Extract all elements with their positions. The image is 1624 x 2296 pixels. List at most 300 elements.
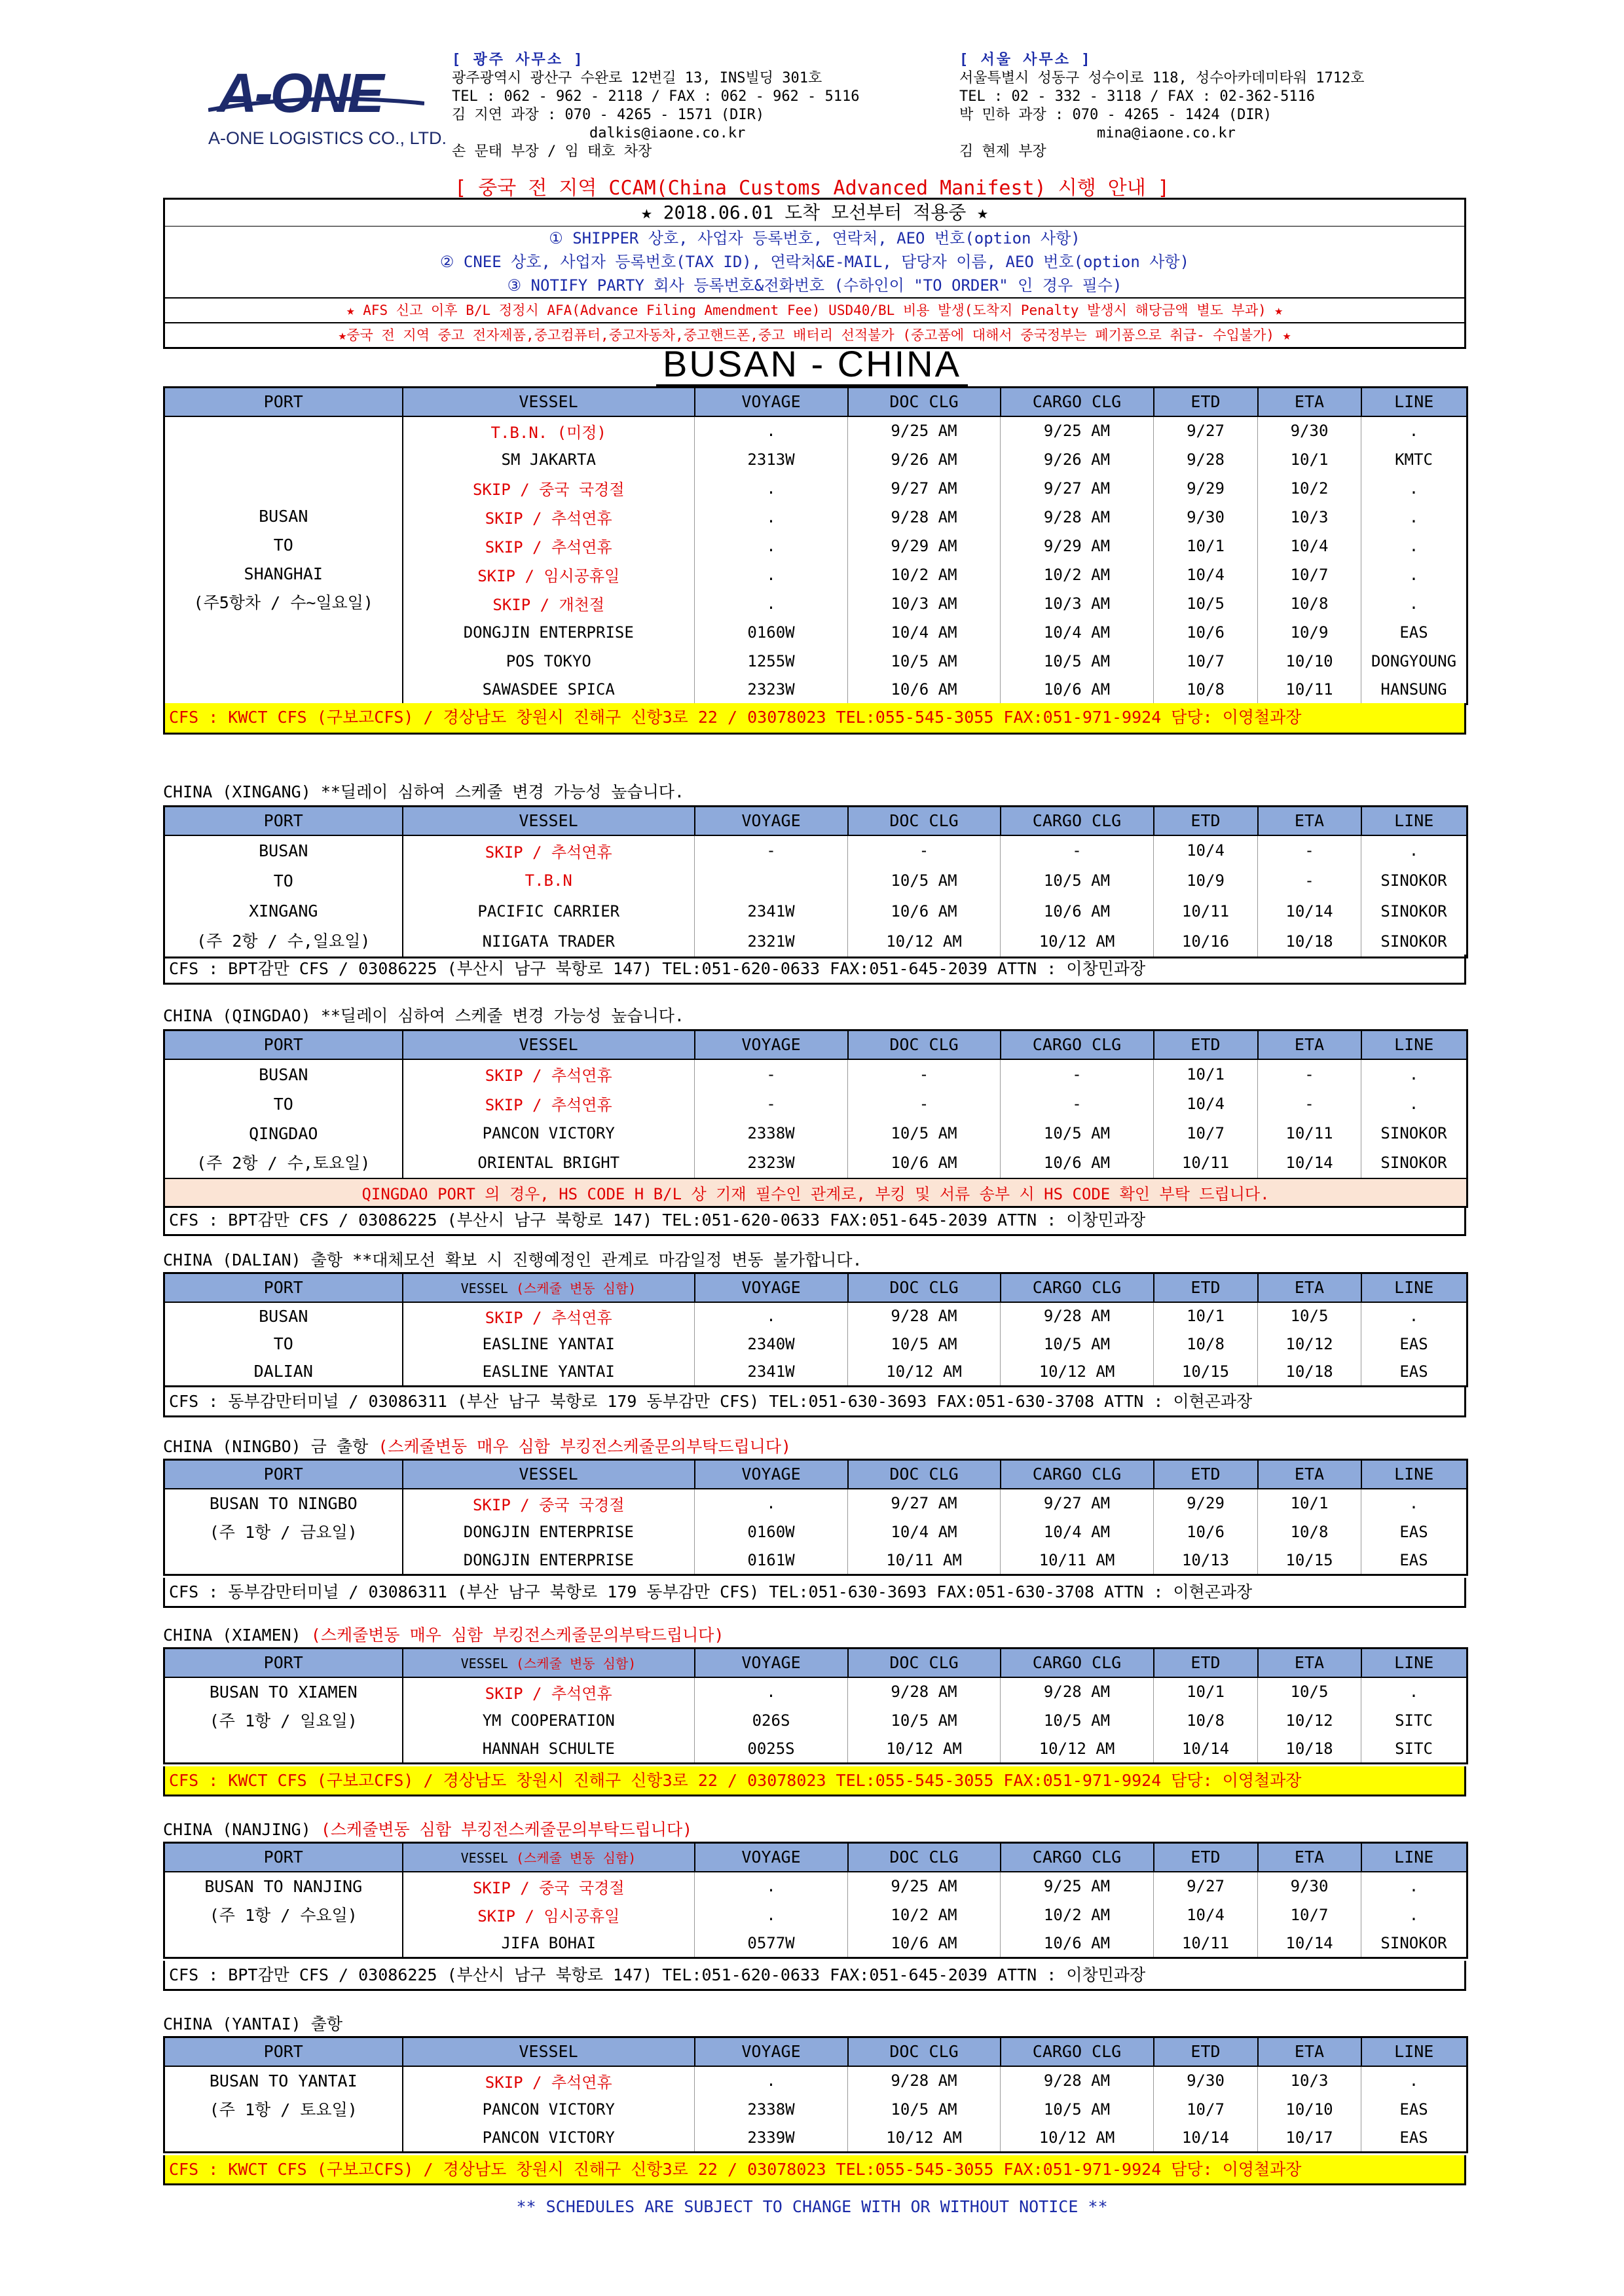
cargo-clg-cell: - [1001, 1089, 1154, 1119]
doc-clg-cell: 10/2 AM [848, 560, 1001, 589]
voyage-cell: 2340W [695, 1330, 848, 1358]
voyage-cell: . [695, 532, 848, 560]
port-cell [164, 1489, 403, 1575]
schedule-body [164, 416, 1467, 704]
col-voyage: VOYAGE [695, 1843, 848, 1872]
col-vessel: VESSEL [403, 807, 695, 835]
etd-cell: 10/14 [1154, 1735, 1258, 1764]
table-row [164, 1872, 1467, 1901]
doc-clg-cell: 10/6 AM [848, 676, 1001, 704]
ccam-notice-box [163, 198, 1466, 349]
vessel-cell: SKIP / 중국 국경절 [403, 1489, 695, 1518]
col-line: LINE [1361, 1030, 1467, 1059]
schedule-table [163, 805, 1468, 958]
etd-cell: 10/1 [1154, 1302, 1258, 1330]
schedule-body [164, 1677, 1467, 1764]
eta-cell: - [1258, 1059, 1361, 1089]
vessel-cell: YM COOPERATION [403, 1706, 695, 1735]
port-line: TO [273, 871, 293, 890]
line-cell: EAS [1361, 1358, 1467, 1386]
cargo-clg-cell: 10/5 AM [1001, 1119, 1154, 1149]
col-eta: ETA [1258, 807, 1361, 835]
cargo-clg-cell: 10/12 AM [1001, 1358, 1154, 1386]
voyage-cell: 0577W [695, 1929, 848, 1958]
vessel-cell: PANCON VICTORY [403, 1119, 695, 1149]
cfs-info: CFS : 동부감만터미널 / 03086311 (부산 남구 북항로 179 동부감만 CFS) TEL:051-630-3693 FAX:051-630-3708 ATTN : 이현곤과장 [163, 1387, 1466, 1417]
doc-clg-cell: - [848, 1089, 1001, 1119]
line-cell: . [1361, 532, 1467, 560]
col-vessel [403, 1649, 695, 1677]
line-cell: . [1361, 1059, 1467, 1089]
col-port: PORT [164, 1273, 403, 1302]
col-doc-clg: DOC CLG [848, 1030, 1001, 1059]
eta-cell: 10/14 [1258, 896, 1361, 927]
eta-cell: - [1258, 1089, 1361, 1119]
col-port: PORT [164, 1460, 403, 1489]
doc-clg-cell: 9/25 AM [848, 416, 1001, 445]
cfs-info: CFS : BPT감만 CFS / 03086225 (부산시 남구 북항로 147) TEL:051-620-0633 FAX:051-645-2039 ATTN : 이창민과장 [163, 955, 1466, 985]
vessel-cell: EASLINE YANTAI [403, 1358, 695, 1386]
cargo-clg-cell: - [1001, 835, 1154, 866]
col-cargo-clg: CARGO CLG [1001, 1273, 1154, 1302]
vessel-cell: T.B.N. (미정) [403, 416, 695, 445]
col-cargo-clg: CARGO CLG [1001, 388, 1154, 416]
etd-cell: 10/8 [1154, 1706, 1258, 1735]
col-etd: ETD [1154, 1843, 1258, 1872]
col-voyage: VOYAGE [695, 1460, 848, 1489]
port-line: BUSAN TO NINGBO [209, 1493, 358, 1513]
cargo-clg-cell: 10/5 AM [1001, 2095, 1154, 2124]
section-title: CHINA (YANTAI) 출항 [163, 2014, 343, 2033]
voyage-cell: . [695, 503, 848, 532]
eta-cell: 10/1 [1258, 1489, 1361, 1518]
col-doc-clg: DOC CLG [848, 1273, 1001, 1302]
cargo-clg-cell: 9/25 AM [1001, 1872, 1154, 1901]
cargo-clg-cell: 10/5 AM [1001, 1330, 1154, 1358]
doc-clg-cell: 10/5 AM [848, 2095, 1001, 2124]
etd-cell: 10/11 [1154, 1929, 1258, 1958]
voyage-cell: - [695, 835, 848, 866]
eta-cell: 10/12 [1258, 1706, 1361, 1735]
doc-clg-cell: 10/12 AM [848, 2124, 1001, 2153]
office-email[interactable]: mina@iaone.co.kr [1097, 125, 1236, 141]
etd-cell: 10/5 [1154, 589, 1258, 618]
line-cell: . [1361, 416, 1467, 445]
cargo-clg-cell: 9/25 AM [1001, 416, 1154, 445]
etd-cell: 10/7 [1154, 2095, 1258, 2124]
cargo-clg-cell: 9/29 AM [1001, 532, 1154, 560]
etd-cell: 10/8 [1154, 1330, 1258, 1358]
voyage-cell: . [695, 1677, 848, 1706]
section-title-text: CHINA (XIAMEN) [163, 1626, 311, 1645]
col-cargo-clg: CARGO CLG [1001, 1843, 1154, 1872]
col-etd: ETD [1154, 807, 1258, 835]
col-vessel-note: (스케줄 변동 심함) [515, 1281, 637, 1297]
doc-clg-cell: 9/27 AM [848, 474, 1001, 503]
line-cell: . [1361, 589, 1467, 618]
voyage-cell: . [695, 1901, 848, 1929]
section-title-warning: (스케줄변동 매우 심함 부킹전스케줄문의부탁드립니다) [378, 1437, 792, 1456]
schedule-disclaimer: ** SCHEDULES ARE SUBJECT TO CHANGE WITH OR WITHOUT NOTICE ** [516, 2197, 1108, 2216]
seoul-office [959, 51, 1364, 161]
cargo-clg-cell: 9/27 AM [1001, 1489, 1154, 1518]
qingdao-hs-code-note: QINGDAO PORT 의 경우, HS CODE H B/L 상 기재 필수인 관계로, 부킹 및 서류 송부 시 HS CODE 확인 부탁 드립니다. [164, 1178, 1467, 1207]
line-cell: DONGYOUNG [1361, 647, 1467, 676]
port-cell [164, 2066, 403, 2153]
line-cell: SINOKOR [1361, 1929, 1467, 1958]
col-doc-clg: DOC CLG [848, 388, 1001, 416]
line-cell: . [1361, 1901, 1467, 1929]
port-line: BUSAN TO YANTAI [209, 2071, 358, 2090]
col-eta: ETA [1258, 388, 1361, 416]
eta-cell: 10/5 [1258, 1302, 1361, 1330]
vessel-cell: SKIP / 추석연휴 [403, 1089, 695, 1119]
line-cell: EAS [1361, 2095, 1467, 2124]
port-line: XINGANG [249, 901, 318, 920]
schedule-body [164, 1302, 1467, 1387]
notice-line: ② CNEE 상호, 사업자 등록번호(TAX ID), 연락처&E-MAIL, 담당자 이름, AEO 번호(option 사항) [439, 253, 1190, 271]
gwangju-office [452, 51, 860, 161]
port-line: TO [273, 1334, 293, 1353]
doc-clg-cell: 10/12 AM [848, 926, 1001, 957]
schedule-body [164, 835, 1467, 958]
schedule-table [163, 1272, 1468, 1387]
office-address: 광주광역시 광산구 수완로 12번길 13, INS빌딩 301호 [452, 70, 822, 86]
voyage-cell: . [695, 560, 848, 589]
port-line: QINGDAO [249, 1123, 318, 1143]
doc-clg-cell: 9/28 AM [848, 1677, 1001, 1706]
doc-clg-cell: 10/5 AM [848, 647, 1001, 676]
eta-cell: 10/17 [1258, 2124, 1361, 2153]
col-line: LINE [1361, 1273, 1467, 1302]
eta-cell: 10/4 [1258, 532, 1361, 560]
col-line: LINE [1361, 2037, 1467, 2066]
col-vessel-label: VESSEL [460, 1656, 508, 1672]
voyage-cell: 2341W [695, 1358, 848, 1386]
office-address: 서울특별시 성동구 성수이로 118, 성수아카데미타워 1712호 [959, 70, 1365, 86]
cargo-clg-cell: 9/27 AM [1001, 474, 1154, 503]
eta-cell: 10/8 [1258, 589, 1361, 618]
line-cell: . [1361, 2066, 1467, 2095]
section-title [163, 1434, 791, 1457]
col-etd: ETD [1154, 1273, 1258, 1302]
col-vessel [403, 1843, 695, 1872]
vessel-cell: HANNAH SCHULTE [403, 1735, 695, 1764]
vessel-cell: SAWASDEE SPICA [403, 676, 695, 704]
voyage-cell: . [695, 416, 848, 445]
col-voyage: VOYAGE [695, 807, 848, 835]
notice-line: ③ NOTIFY PARTY 회사 등록번호&전화번호 (수하인이 "TO ORDER" 인 경우 필수) [507, 276, 1122, 295]
doc-clg-cell: 10/5 AM [848, 866, 1001, 896]
section-title-warning: (스케줄변동 매우 심함 부킹전스케줄문의부탁드립니다) [310, 1626, 724, 1645]
line-cell: SINOKOR [1361, 1119, 1467, 1149]
table-row [164, 1059, 1467, 1089]
cargo-clg-cell: 10/2 AM [1001, 560, 1154, 589]
eta-cell: 9/30 [1258, 1872, 1361, 1901]
col-line: LINE [1361, 388, 1467, 416]
vessel-cell: ORIENTAL BRIGHT [403, 1148, 695, 1178]
cargo-clg-cell: 10/6 AM [1001, 896, 1154, 927]
col-voyage: VOYAGE [695, 2037, 848, 2066]
voyage-cell: 2313W [695, 445, 848, 474]
eta-cell: 10/7 [1258, 1901, 1361, 1929]
col-etd: ETD [1154, 1460, 1258, 1489]
col-eta: ETA [1258, 1460, 1361, 1489]
col-port: PORT [164, 2037, 403, 2066]
etd-cell: 10/7 [1154, 1119, 1258, 1149]
eta-cell: 9/30 [1258, 416, 1361, 445]
col-port: PORT [164, 1843, 403, 1872]
etd-cell: 10/16 [1154, 926, 1258, 957]
doc-clg-cell: 9/28 AM [848, 1302, 1001, 1330]
vessel-cell: DONGJIN ENTERPRISE [403, 1518, 695, 1546]
port-line: BUSAN [259, 1306, 308, 1326]
doc-clg-cell: 10/6 AM [848, 896, 1001, 927]
port-cell [164, 835, 403, 958]
vessel-cell: POS TOKYO [403, 647, 695, 676]
doc-clg-cell: 10/4 AM [848, 618, 1001, 647]
schedule-table [163, 1459, 1468, 1576]
table-row [164, 1302, 1467, 1330]
schedule-table [163, 1842, 1468, 1959]
line-cell: EAS [1361, 1330, 1467, 1358]
eta-cell: 10/11 [1258, 676, 1361, 704]
office-contact: 김 현제 부장 [959, 143, 1046, 160]
office-email[interactable]: dalkis@iaone.co.kr [589, 125, 746, 141]
line-cell: EAS [1361, 1518, 1467, 1546]
cargo-clg-cell: 10/6 AM [1001, 1929, 1154, 1958]
col-eta: ETA [1258, 1649, 1361, 1677]
eta-cell: 10/3 [1258, 2066, 1361, 2095]
section-title: CHINA (QINGDAO) **딜레이 심하여 스케줄 변경 가능성 높습니다. [163, 1006, 684, 1025]
schedule-table [163, 1029, 1468, 1208]
office-title: [ 광주 사무소 ] [452, 52, 585, 68]
eta-cell: 10/14 [1258, 1148, 1361, 1178]
schedule-body [164, 1059, 1467, 1178]
office-title: [ 서울 사무소 ] [959, 52, 1092, 68]
etd-cell: 9/30 [1154, 2066, 1258, 2095]
voyage-cell: . [695, 1872, 848, 1901]
col-doc-clg: DOC CLG [848, 1649, 1001, 1677]
port-line: TO [273, 1094, 293, 1114]
port-line: (주5항차 / 수~일요일) [193, 593, 373, 613]
etd-cell: 10/4 [1154, 835, 1258, 866]
schedule-table [163, 2036, 1468, 2153]
cfs-info: CFS : 동부감만터미널 / 03086311 (부산 남구 북항로 179 동부감만 CFS) TEL:051-630-3693 FAX:051-630-3708 ATTN : 이현곤과장 [163, 1578, 1466, 1608]
section-title [163, 1817, 692, 1840]
col-cargo-clg: CARGO CLG [1001, 807, 1154, 835]
port-line: (주 2항 / 수,일요일) [196, 931, 371, 951]
table-row [164, 2066, 1467, 2095]
line-cell: . [1361, 835, 1467, 866]
port-line: (주 1항 / 토요일) [209, 2100, 358, 2119]
cargo-clg-cell: - [1001, 1059, 1154, 1089]
vessel-cell: JIFA BOHAI [403, 1929, 695, 1958]
line-cell: SINOKOR [1361, 896, 1467, 927]
eta-cell: 10/10 [1258, 2095, 1361, 2124]
eta-cell: 10/14 [1258, 1929, 1361, 1958]
notice-warning: ★ AFS 신고 이후 B/L 정정시 AFA(Advance Filing Amendment Fee) USD40/BL 비용 발생(도착지 Penalty 발생시 해당금액 별도 부과) ★ [165, 297, 1464, 322]
table-row [164, 1677, 1467, 1706]
vessel-cell: SM JAKARTA [403, 445, 695, 474]
col-doc-clg: DOC CLG [848, 1460, 1001, 1489]
vessel-cell: SKIP / 임시공휴일 [403, 560, 695, 589]
schedule-body [164, 2066, 1467, 2153]
eta-cell: 10/11 [1258, 1119, 1361, 1149]
line-cell: SINOKOR [1361, 926, 1467, 957]
col-doc-clg: DOC CLG [848, 1843, 1001, 1872]
eta-cell: 10/5 [1258, 1677, 1361, 1706]
vessel-cell: PANCON VICTORY [403, 2124, 695, 2153]
schedule-body [164, 1489, 1467, 1575]
eta-cell: 10/8 [1258, 1518, 1361, 1546]
col-vessel-note: (스케줄 변동 심함) [515, 1850, 637, 1867]
doc-clg-cell: - [848, 1059, 1001, 1089]
voyage-cell: 0160W [695, 618, 848, 647]
etd-cell: 10/1 [1154, 1677, 1258, 1706]
line-cell: HANSUNG [1361, 676, 1467, 704]
doc-clg-cell: 10/6 AM [848, 1929, 1001, 1958]
doc-clg-cell: 9/27 AM [848, 1489, 1001, 1518]
notice-line: ① SHIPPER 상호, 사업자 등록번호, 연락처, AEO 번호(option 사항) [549, 229, 1080, 247]
section-title-warning: (스케줄변동 심함 부킹전스케줄문의부탁드립니다) [320, 1820, 693, 1839]
doc-clg-cell: 10/12 AM [848, 1358, 1001, 1386]
port-line: BUSAN [259, 1065, 308, 1084]
col-line: LINE [1361, 1460, 1467, 1489]
voyage-cell: . [695, 1302, 848, 1330]
etd-cell: 10/1 [1154, 532, 1258, 560]
etd-cell: 9/29 [1154, 1489, 1258, 1518]
cargo-clg-cell: 10/5 AM [1001, 647, 1154, 676]
doc-clg-cell: 9/29 AM [848, 532, 1001, 560]
letterhead [0, 0, 1624, 172]
etd-cell: 9/27 [1154, 416, 1258, 445]
logo-subtitle: A-ONE LOGISTICS CO., LTD. [208, 128, 447, 148]
col-voyage: VOYAGE [695, 388, 848, 416]
voyage-cell: 2321W [695, 926, 848, 957]
table-row [164, 1489, 1467, 1518]
office-direct: 김 지연 과장 : 070 - 4265 - 1571 (DIR) [452, 107, 765, 123]
col-voyage: VOYAGE [695, 1649, 848, 1677]
voyage-cell: 026S [695, 1706, 848, 1735]
col-line: LINE [1361, 1649, 1467, 1677]
cargo-clg-cell: 9/26 AM [1001, 445, 1154, 474]
voyage-cell: . [695, 474, 848, 503]
col-etd: ETD [1154, 388, 1258, 416]
line-cell: . [1361, 1489, 1467, 1518]
voyage-cell [695, 866, 848, 896]
cargo-clg-cell: 9/28 AM [1001, 503, 1154, 532]
port-line: BUSAN [259, 841, 308, 860]
vessel-cell: T.B.N [403, 866, 695, 896]
line-cell: . [1361, 1302, 1467, 1330]
port-line: (주 1항 / 수요일) [209, 1905, 358, 1925]
etd-cell: 10/4 [1154, 560, 1258, 589]
col-eta: ETA [1258, 1273, 1361, 1302]
col-port: PORT [164, 1030, 403, 1059]
vessel-cell: SKIP / 중국 국경절 [403, 1872, 695, 1901]
doc-clg-cell: 10/2 AM [848, 1901, 1001, 1929]
line-cell: SITC [1361, 1735, 1467, 1764]
voyage-cell: - [695, 1059, 848, 1089]
office-phone: TEL : 02 - 332 - 3118 / FAX : 02-362-5116 [959, 88, 1316, 105]
vessel-cell: SKIP / 추석연휴 [403, 835, 695, 866]
eta-cell: 10/7 [1258, 560, 1361, 589]
port-cell [164, 416, 403, 704]
notice-line: ★ 2018.06.01 도착 모선부터 적용중 ★ [165, 200, 1464, 227]
line-cell: SINOKOR [1361, 866, 1467, 896]
line-cell: EAS [1361, 618, 1467, 647]
eta-cell: - [1258, 866, 1361, 896]
etd-cell: 9/30 [1154, 503, 1258, 532]
doc-clg-cell: 10/5 AM [848, 1119, 1001, 1149]
col-cargo-clg: CARGO CLG [1001, 1460, 1154, 1489]
etd-cell: 10/15 [1154, 1358, 1258, 1386]
eta-cell: 10/3 [1258, 503, 1361, 532]
eta-cell: - [1258, 835, 1361, 866]
etd-cell: 10/4 [1154, 1089, 1258, 1119]
vessel-cell: SKIP / 추석연휴 [403, 503, 695, 532]
port-line: BUSAN [259, 507, 308, 526]
doc-clg-cell: 10/3 AM [848, 589, 1001, 618]
cargo-clg-cell: 10/6 AM [1001, 676, 1154, 704]
table-row [164, 416, 1467, 445]
col-eta: ETA [1258, 1030, 1361, 1059]
voyage-cell: . [695, 1489, 848, 1518]
etd-cell: 10/8 [1154, 676, 1258, 704]
col-line: LINE [1361, 807, 1467, 835]
port-cell [164, 1677, 403, 1764]
doc-clg-cell: 9/28 AM [848, 2066, 1001, 2095]
col-vessel-label: VESSEL [460, 1850, 508, 1867]
cargo-clg-cell: 10/3 AM [1001, 589, 1154, 618]
cargo-clg-cell: 10/12 AM [1001, 926, 1154, 957]
vessel-cell: SKIP / 추석연휴 [403, 2066, 695, 2095]
line-cell: SITC [1361, 1706, 1467, 1735]
voyage-cell: 2338W [695, 2095, 848, 2124]
cargo-clg-cell: 9/28 AM [1001, 2066, 1154, 2095]
voyage-cell: 2338W [695, 1119, 848, 1149]
col-port: PORT [164, 388, 403, 416]
eta-cell: 10/9 [1258, 618, 1361, 647]
line-cell: SINOKOR [1361, 1148, 1467, 1178]
col-vessel: VESSEL [403, 388, 695, 416]
doc-clg-cell: 10/5 AM [848, 1706, 1001, 1735]
section-title-text: CHINA (NANJING) [163, 1820, 321, 1839]
cargo-clg-cell: 10/12 AM [1001, 2124, 1154, 2153]
port-line: (주 1항 / 일요일) [209, 1711, 358, 1730]
vessel-cell: SKIP / 추석연휴 [403, 1302, 695, 1330]
cargo-clg-cell: 9/28 AM [1001, 1302, 1154, 1330]
cargo-clg-cell: 10/5 AM [1001, 866, 1154, 896]
doc-clg-cell: 9/28 AM [848, 503, 1001, 532]
port-line: TO [273, 536, 293, 555]
eta-cell: 10/15 [1258, 1546, 1361, 1575]
col-voyage: VOYAGE [695, 1030, 848, 1059]
line-cell: EAS [1361, 2124, 1467, 2153]
doc-clg-cell: - [848, 835, 1001, 866]
logo-text: A-ONE [217, 62, 382, 124]
col-etd: ETD [1154, 1649, 1258, 1677]
port-cell [164, 1872, 403, 1958]
line-cell: . [1361, 474, 1467, 503]
line-cell: . [1361, 1872, 1467, 1901]
col-port: PORT [164, 1649, 403, 1677]
etd-cell: 10/11 [1154, 1148, 1258, 1178]
col-cargo-clg: CARGO CLG [1001, 1649, 1154, 1677]
col-vessel: VESSEL [403, 1030, 695, 1059]
voyage-cell: 0160W [695, 1518, 848, 1546]
